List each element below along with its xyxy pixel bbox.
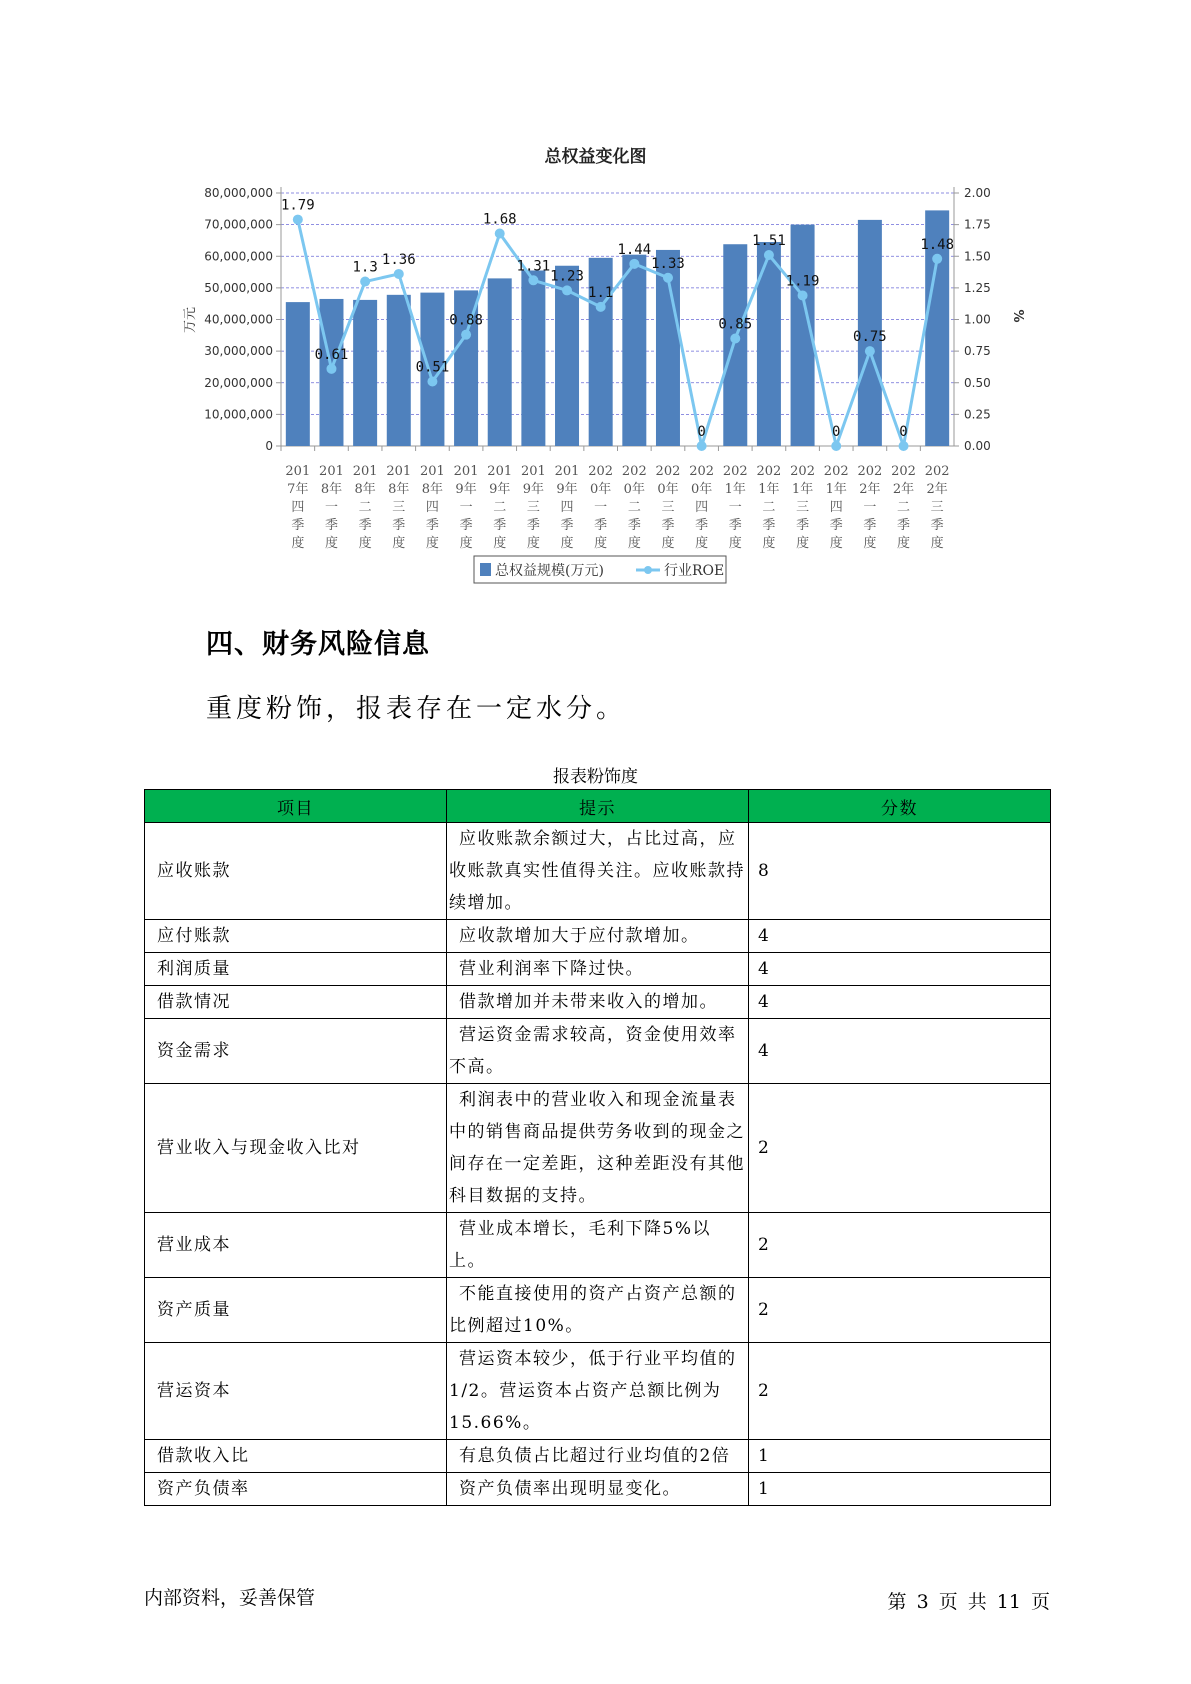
y-left-tick-label: 70,000,000: [204, 217, 273, 232]
x-tick-label: 一: [863, 500, 877, 515]
x-tick-label: 季: [897, 518, 911, 533]
roe-data-label: 0.75: [853, 329, 887, 346]
y-right-tick-label: 0.50: [964, 375, 991, 390]
x-tick-label: 2年: [926, 482, 948, 497]
row-score: 4: [749, 986, 1051, 1019]
row-hint: 营业利润率下降过快。: [447, 953, 749, 986]
x-tick-label: 季: [796, 518, 810, 533]
row-score: 2: [749, 1278, 1051, 1343]
table-row: [145, 1213, 1051, 1278]
x-tick-label: 四: [829, 500, 843, 515]
x-tick-label: 季: [425, 518, 439, 533]
x-tick-label: 0年: [623, 482, 645, 497]
equity-chart: [0, 0, 1191, 600]
roe-data-label: 1.51: [752, 232, 786, 249]
x-tick-label: 三: [796, 500, 810, 515]
x-tick-label: 季: [291, 518, 305, 533]
x-tick-label: 202: [621, 464, 647, 479]
table-row: [145, 920, 1051, 953]
roe-point: [663, 273, 673, 283]
y-right-tick-label: 0.75: [964, 344, 991, 359]
x-tick-label: 二: [897, 500, 911, 515]
x-tick-label: 201: [285, 464, 311, 479]
chart-title: 总权益变化图: [544, 147, 647, 167]
bar: [723, 244, 747, 446]
x-tick-label: 9年: [489, 482, 511, 497]
x-tick-label: 四: [425, 500, 439, 515]
x-tick-label: 度: [560, 536, 574, 551]
x-tick-label: 1年: [758, 482, 780, 497]
roe-point: [865, 346, 875, 356]
x-tick-label: 201: [386, 464, 412, 479]
y-left-tick-label: 40,000,000: [204, 312, 273, 327]
roe-point: [831, 441, 841, 451]
row-item: 应付账款: [145, 920, 447, 953]
row-hint: 有息负债占比超过行业均值的2倍: [447, 1440, 749, 1473]
header-score: 分数: [749, 790, 1051, 823]
roe-data-label: 1.36: [381, 251, 416, 268]
x-tick-label: 202: [756, 464, 782, 479]
row-item: 借款情况: [145, 986, 447, 1019]
roe-point: [932, 254, 942, 264]
row-item: 营业成本: [145, 1213, 447, 1278]
x-tick-label: 度: [796, 536, 810, 551]
x-tick-label: 三: [930, 500, 944, 515]
x-tick-label: 度: [762, 536, 776, 551]
row-score: 1: [749, 1473, 1051, 1506]
legend-bar-swatch: [480, 563, 491, 576]
x-tick-label: 7年: [287, 482, 309, 497]
x-tick-label: 202: [655, 464, 681, 479]
x-tick-label: 季: [493, 518, 507, 533]
x-tick-label: 二: [358, 500, 372, 515]
x-tick-label: 度: [695, 536, 709, 551]
row-hint: 利润表中的营业收入和现金流量表中的销售商品提供劳务收到的现金之间存在一定差距，这种差距没有其他科目数据的支持。: [447, 1084, 749, 1213]
x-tick-label: 二: [762, 500, 776, 515]
x-tick-label: 季: [526, 518, 540, 533]
x-tick-label: 202: [790, 464, 815, 479]
x-tick-label: 201: [420, 464, 445, 479]
roe-data-label: 1.1: [588, 284, 614, 301]
row-score: 4: [749, 1019, 1051, 1084]
y-right-axis-label: %: [1010, 309, 1025, 323]
x-tick-label: 9年: [455, 482, 477, 497]
x-tick-label: 201: [487, 464, 513, 479]
x-tick-label: 季: [594, 518, 608, 533]
row-item: 资产负债率: [145, 1473, 447, 1506]
x-tick-label: 1年: [791, 482, 814, 497]
row-item: 资金需求: [145, 1019, 447, 1084]
roe-point: [326, 364, 336, 374]
header-hint: 提示: [447, 790, 749, 823]
x-tick-label: 度: [594, 536, 608, 551]
row-item: 利润质量: [145, 953, 447, 986]
roe-point: [360, 277, 370, 287]
x-tick-label: 季: [627, 518, 641, 533]
roe-data-label: 1.79: [280, 197, 315, 214]
x-tick-label: 202: [823, 464, 849, 479]
x-tick-label: 季: [829, 518, 843, 533]
row-hint: 营运资本较少，低于行业平均值的1/2。营运资本占资产总额比例为15.66%。: [447, 1343, 749, 1440]
row-hint: 营运资金需求较高，资金使用效率不高。: [447, 1019, 749, 1084]
roe-point: [798, 290, 808, 300]
x-tick-label: 度: [661, 536, 675, 551]
roe-data-label: 1.31: [516, 258, 551, 275]
legend-line-marker: [644, 566, 652, 574]
footer-confidential-note: 内部资料，妥善保管: [144, 1587, 316, 1609]
roe-point: [427, 376, 437, 386]
y-left-tick-label: 10,000,000: [204, 407, 273, 422]
y-right-tick-label: 0.25: [964, 407, 991, 422]
x-tick-label: 度: [526, 536, 540, 551]
table-row: [145, 823, 1051, 920]
roe-point: [394, 269, 404, 279]
roe-data-label: 1.33: [651, 255, 685, 272]
x-tick-label: 8年: [388, 482, 410, 497]
roe-point: [562, 285, 572, 295]
x-tick-label: 202: [891, 464, 916, 479]
legend-bar-label: 总权益规模(万元): [495, 563, 604, 579]
row-item: 借款收入比: [145, 1440, 447, 1473]
x-tick-label: 度: [728, 536, 742, 551]
x-tick-label: 季: [762, 518, 776, 533]
section-heading: 四、财务风险信息: [206, 629, 430, 660]
x-tick-label: 度: [897, 536, 911, 551]
x-tick-label: 度: [829, 536, 843, 551]
y-right-tick-label: 1.00: [964, 312, 991, 327]
roe-data-label: 0.88: [449, 312, 483, 329]
roe-point: [528, 275, 538, 285]
x-tick-label: 度: [291, 536, 305, 551]
x-tick-label: 度: [930, 536, 944, 551]
x-tick-label: 一: [594, 500, 608, 515]
row-score: 4: [749, 953, 1051, 986]
roe-point: [629, 259, 639, 269]
bar: [622, 255, 646, 446]
table-row: [145, 1019, 1051, 1084]
x-tick-label: 二: [627, 500, 641, 515]
row-score: 2: [749, 1213, 1051, 1278]
x-tick-label: 季: [392, 518, 406, 533]
row-hint: 应收款增加大于应付款增加。: [447, 920, 749, 953]
risk-table: [144, 789, 1051, 1506]
x-tick-label: 201: [554, 464, 580, 479]
row-hint: 不能直接使用的资产占资产总额的比例超过10%。: [447, 1278, 749, 1343]
y-right-tick-label: 1.75: [964, 217, 991, 232]
x-tick-label: 度: [627, 536, 641, 551]
table-caption: 报表粉饰度: [553, 767, 638, 787]
roe-point: [293, 215, 303, 225]
bar: [521, 270, 545, 446]
x-tick-label: 季: [324, 518, 338, 533]
x-tick-label: 2年: [892, 482, 915, 497]
x-tick-label: 度: [392, 536, 406, 551]
table-row: [145, 1440, 1051, 1473]
x-tick-label: 201: [319, 464, 344, 479]
table-row: [145, 1278, 1051, 1343]
x-tick-label: 季: [560, 518, 574, 533]
row-item: 应收账款: [145, 823, 447, 920]
x-tick-label: 度: [863, 536, 877, 551]
y-right-tick-label: 0.00: [964, 439, 991, 453]
x-tick-label: 度: [358, 536, 372, 551]
y-left-tick-label: 60,000,000: [204, 249, 273, 264]
x-tick-label: 0年: [590, 482, 612, 497]
table-row: [145, 953, 1051, 986]
row-item: 营运资本: [145, 1343, 447, 1440]
x-tick-label: 三: [392, 500, 406, 515]
footer-page-number: 第 3 页 共 11 页: [887, 1591, 1050, 1613]
x-tick-label: 8年: [320, 482, 343, 497]
x-tick-label: 季: [661, 518, 675, 533]
table-row: [145, 1084, 1051, 1213]
roe-data-label: 1.68: [482, 211, 517, 228]
roe-point: [596, 302, 606, 312]
x-tick-label: 度: [425, 536, 439, 551]
row-hint: 营业成本增长，毛利下降5%以上。: [447, 1213, 749, 1278]
table-row: [145, 986, 1051, 1019]
x-tick-label: 201: [453, 464, 479, 479]
x-tick-label: 202: [924, 464, 950, 479]
row-item: 营业收入与现金收入比对: [145, 1084, 447, 1213]
x-tick-label: 一: [324, 500, 338, 515]
y-left-tick-label: 20,000,000: [204, 375, 273, 390]
roe-point: [495, 228, 505, 238]
x-tick-label: 季: [459, 518, 473, 533]
x-tick-label: 四: [291, 500, 305, 515]
x-tick-label: 三: [526, 500, 540, 515]
section-summary: 重度粉饰，报表存在一定水分。: [206, 694, 627, 724]
x-tick-label: 二: [493, 500, 507, 515]
x-tick-label: 202: [857, 464, 883, 479]
x-tick-label: 202: [689, 464, 715, 479]
row-item: 资产质量: [145, 1278, 447, 1343]
roe-point: [899, 441, 909, 451]
roe-data-label: 0.51: [415, 359, 450, 376]
x-tick-label: 0年: [690, 482, 713, 497]
y-right-tick-label: 1.25: [964, 280, 991, 295]
x-tick-label: 9年: [556, 482, 578, 497]
roe-point: [697, 441, 707, 451]
roe-data-label: 0: [899, 424, 908, 440]
x-tick-label: 季: [695, 518, 709, 533]
x-tick-label: 四: [560, 500, 574, 515]
roe-data-label: 1.3: [352, 259, 378, 276]
x-tick-label: 0年: [657, 482, 679, 497]
roe-data-label: 1.48: [920, 236, 955, 253]
roe-data-label: 1.44: [617, 241, 652, 258]
x-tick-label: 2年: [859, 482, 881, 497]
x-tick-label: 度: [493, 536, 507, 551]
row-hint: 应收账款余额过大，占比过高，应收账款真实性值得关注。应收账款持续增加。: [447, 823, 749, 920]
x-tick-label: 度: [459, 536, 473, 551]
x-tick-label: 1年: [825, 482, 847, 497]
bar: [353, 300, 377, 446]
row-score: 2: [749, 1343, 1051, 1440]
row-score: 1: [749, 1440, 1051, 1473]
row-score: 4: [749, 920, 1051, 953]
legend-line-label: 行业ROE: [664, 563, 725, 579]
bar: [387, 295, 411, 446]
x-tick-label: 一: [728, 500, 742, 515]
x-tick-label: 8年: [354, 482, 376, 497]
x-tick-label: 9年: [522, 482, 545, 497]
x-tick-label: 三: [661, 500, 675, 515]
table-header-row: [145, 790, 1051, 823]
x-tick-label: 四: [695, 500, 709, 515]
x-tick-label: 度: [324, 536, 338, 551]
x-tick-label: 1年: [724, 482, 746, 497]
roe-point: [730, 333, 740, 343]
x-tick-label: 201: [352, 464, 378, 479]
x-tick-label: 季: [930, 518, 944, 533]
x-tick-label: 季: [863, 518, 877, 533]
row-score: 2: [749, 1084, 1051, 1213]
y-left-tick-label: 80,000,000: [204, 186, 273, 200]
y-left-tick-label: 30,000,000: [204, 344, 273, 359]
y-right-tick-label: 2.00: [964, 186, 991, 200]
x-tick-label: 8年: [421, 482, 444, 497]
row-hint: 资产负债率出现明显变化。: [447, 1473, 749, 1506]
table-row: [145, 1343, 1051, 1440]
x-tick-label: 202: [588, 464, 614, 479]
table-row: [145, 1473, 1051, 1506]
row-hint: 借款增加并未带来收入的增加。: [447, 986, 749, 1019]
roe-point: [764, 250, 774, 260]
x-tick-label: 季: [728, 518, 742, 533]
row-score: 8: [749, 823, 1051, 920]
x-tick-label: 一: [459, 500, 473, 515]
roe-data-label: 0: [832, 424, 841, 440]
header-item: 项目: [145, 790, 447, 823]
y-right-tick-label: 1.50: [964, 249, 991, 264]
roe-data-label: 0.61: [314, 346, 349, 363]
roe-data-label: 1.19: [785, 273, 820, 290]
roe-point: [461, 330, 471, 340]
x-tick-label: 202: [722, 464, 748, 479]
roe-data-label: 1.23: [550, 268, 584, 285]
x-tick-label: 季: [358, 518, 372, 533]
bar: [488, 278, 512, 446]
y-left-axis-label: 万元: [183, 306, 198, 334]
y-left-tick-label: 50,000,000: [204, 280, 273, 295]
x-tick-label: 201: [520, 464, 546, 479]
y-left-tick-label: 0: [265, 439, 273, 453]
roe-data-label: 0: [697, 424, 706, 440]
bar: [286, 302, 310, 446]
roe-data-label: 0.85: [718, 316, 753, 333]
